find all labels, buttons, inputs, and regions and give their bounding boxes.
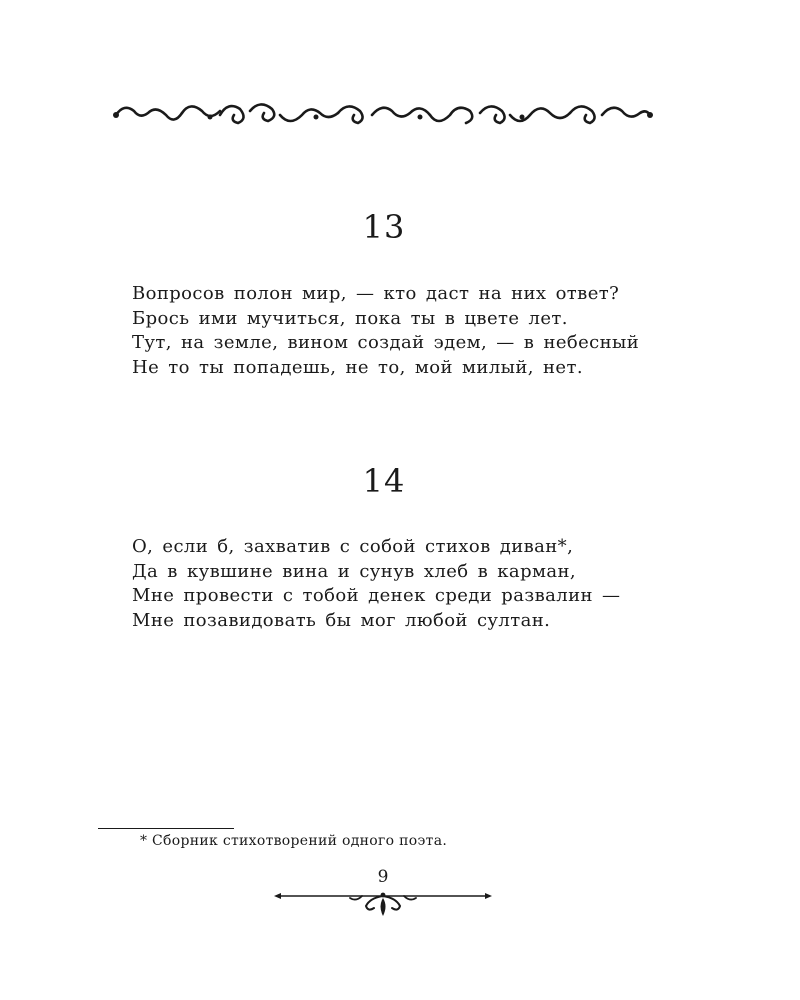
poem-line: Да в кувшине вина и сунув хлеб в карман, <box>132 560 577 582</box>
poem-stanza <box>132 535 692 633</box>
poem-number: 13 <box>362 208 406 246</box>
page-number: 9 <box>377 867 389 887</box>
footnote-divider <box>98 828 234 829</box>
poem-line: Не то ты попадешь, не то, мой милый, нет. <box>132 356 583 378</box>
decorative-border-ornament <box>110 95 655 135</box>
poem-line: Мне провести с тобой денек среди развалин — <box>132 585 621 606</box>
poem-line: О, если б, захватив с собой стихов диван*, <box>132 536 574 557</box>
poem-line: Тут, на земле, вином создай эдем, — в небесный <box>132 332 640 353</box>
footnote: * Сборник стихотворений одного поэта. <box>140 833 448 849</box>
poem-number: 14 <box>362 462 406 500</box>
poem-line: Вопросов полон мир, — кто даст на них ответ? <box>132 283 620 304</box>
poem-line: Мне позавидовать бы мог любой султан. <box>132 609 551 631</box>
poem-stanza <box>132 282 692 380</box>
page-number-flourish-ornament <box>272 886 494 920</box>
poem-line: Брось ими мучиться, пока ты в цвете лет. <box>132 307 568 329</box>
